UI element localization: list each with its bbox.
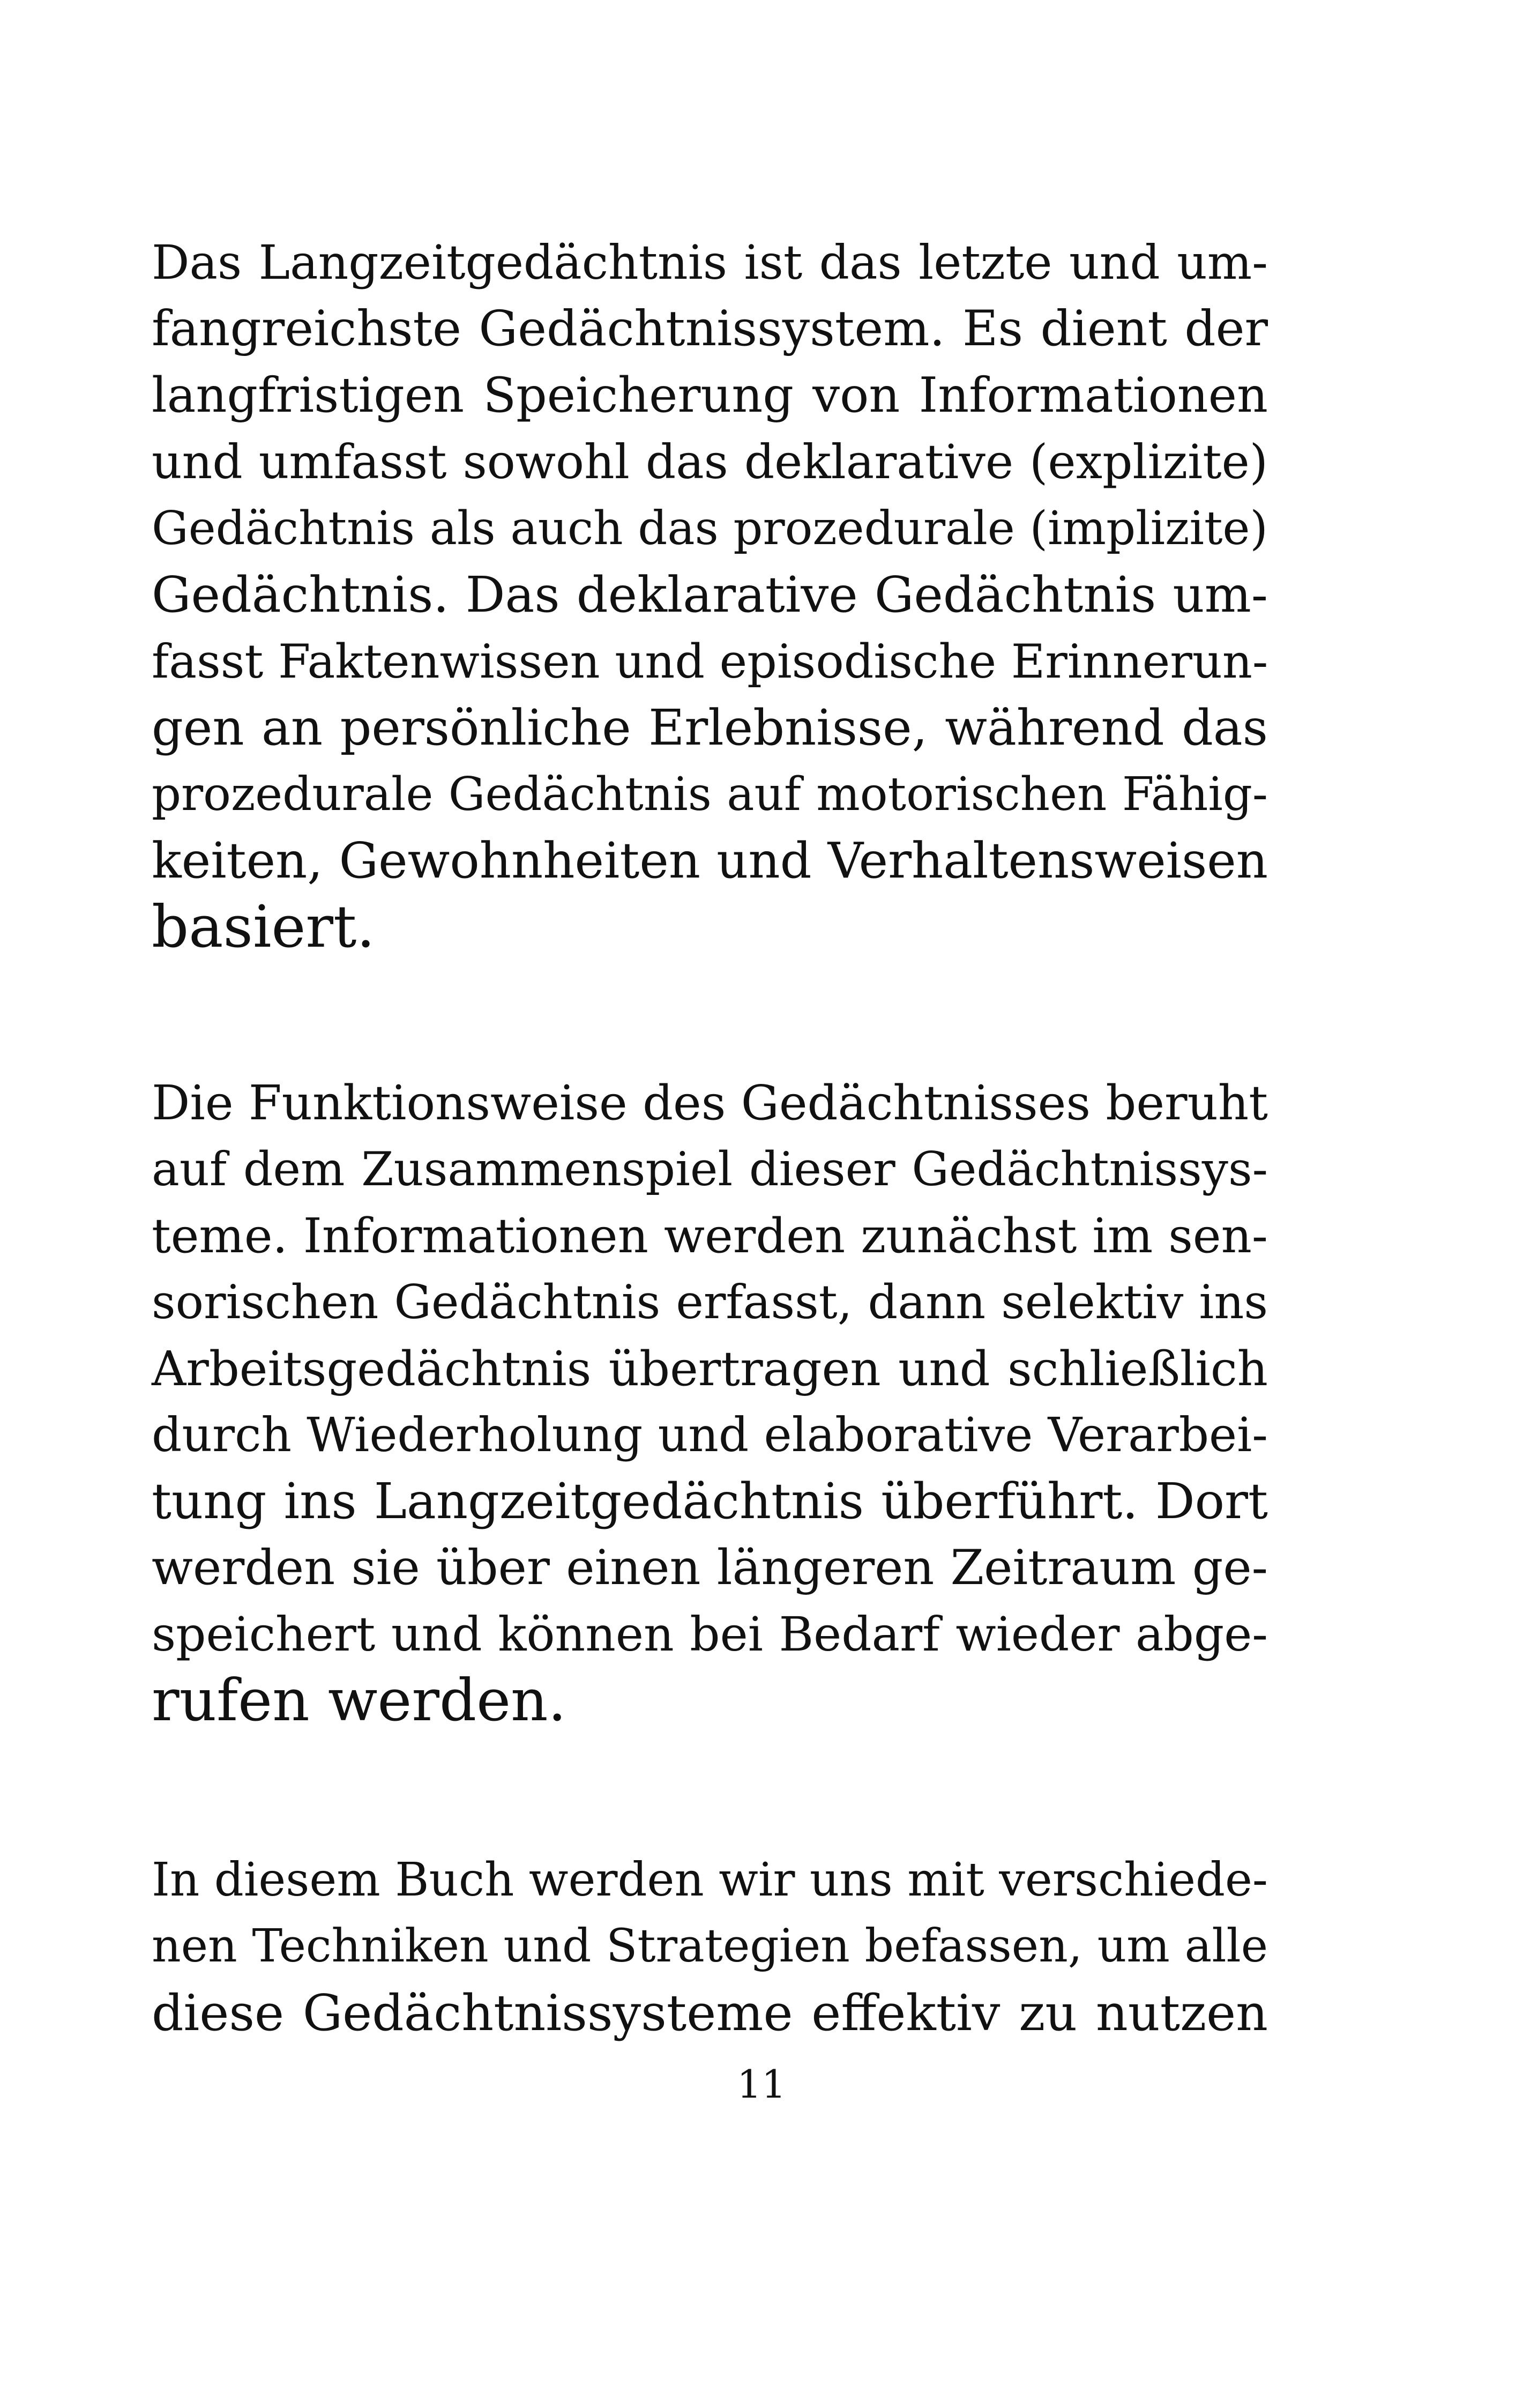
text-line: speichert und können bei Bedarf wieder abge- [152,1607,1268,1662]
text-line: basiert. [152,894,375,961]
text-line: gen an persönliche Erlebnisse, während das [152,699,1268,756]
text-line: langfristigen Speicherung von Informationen [152,367,1268,423]
text-line: Arbeitsgedächtnis übertragen und schließlich [152,1341,1268,1396]
text-line: keiten, Gewohnheiten und Verhaltensweisen [152,832,1268,889]
text-line: fangreichste Gedächtnissystem. Es dient der [152,301,1268,357]
text-line: Gedächtnis. Das deklarative Gedächtnis um- [152,566,1268,623]
text-line: rufen werden. [152,1667,566,1734]
text-line: fasst Faktenwissen und episodische Erinnerun- [152,634,1268,689]
text-line: durch Wiederholung und elaborative Verarbei- [152,1407,1268,1462]
text-line: Die Funktionsweise des Gedächtnisses beruht [152,1075,1268,1131]
page-number: 11 [737,2062,786,2107]
text-line: teme. Informationen werden zunächst im sen- [152,1208,1268,1264]
text-line: In diesem Buch werden wir uns mit verschiede- [152,1853,1268,1907]
text-line: tung ins Langzeitgedächtnis überführt. Dort [152,1473,1268,1530]
text-line: sorischen Gedächtnis erfasst, dann selektiv ins [152,1275,1268,1329]
text-line: prozedurale Gedächtnis auf motorischen Fähig- [152,768,1268,821]
text-line: und umfasst sowohl das deklarative (explizite) [152,434,1268,489]
text-line: Das Langzeitgedächtnis ist das letzte und um- [152,235,1268,290]
text-line: Gedächtnis als auch das prozedurale (implizite) [152,502,1268,555]
text-line: diese Gedächtnissysteme effektiv zu nutzen [152,1984,1268,2042]
text-line: nen Techniken und Strategien befassen, um alle [152,1920,1268,1973]
text-line: werden sie über einen längeren Zeitraum ge- [152,1540,1268,1596]
text-line: auf dem Zusammenspiel dieser Gedächtnissys- [152,1142,1268,1196]
